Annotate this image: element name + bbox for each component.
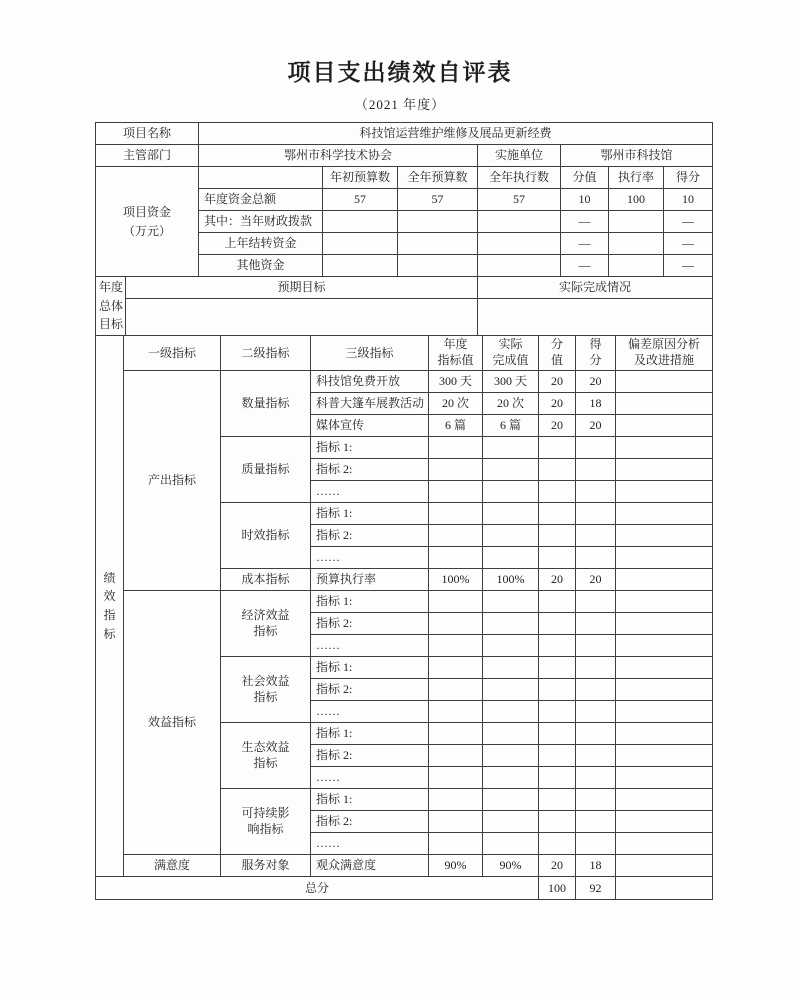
funding-table [95,166,713,277]
level2-social: 社会效益 指标 [221,657,311,723]
total-score: 100 [539,877,576,900]
actual-completion-header: 实际完成情况 [478,277,713,299]
annual-goal-table [95,276,713,336]
level1-benefit: 效益指标 [124,591,221,855]
level2-ecological: 生态效益 指标 [221,723,311,789]
indicator-row: …… [96,767,713,789]
header-level3: 三级指标 [311,336,429,371]
page-title: 项目支出绩效自评表 [287,60,513,85]
header-level1: 一级指标 [124,336,221,371]
level1-satisfaction: 满意度 [124,855,221,877]
total-row [96,877,713,900]
indicator-row: 效益指标 经济效益 指标 指标 1: [96,591,713,613]
indicator-row: 指标 2: [96,679,713,701]
actual-completion-value [478,299,713,336]
cell-empty [199,167,323,189]
indicator-row: 成本指标 预算执行率 100% 100% 20 20 [96,569,713,591]
header-deviation: 偏差原因分析 及改进措施 [616,336,713,371]
indicator-row: …… [96,547,713,569]
level2-quality: 质量指标 [221,437,311,503]
indicator-row: 时效指标 指标 1: [96,503,713,525]
funding-row: 其他资金 — — [96,255,713,277]
indicator-row: 生态效益 指标 指标 1: [96,723,713,745]
funding-label: 项目资金 （万元） [96,167,199,277]
indicator-row: 指标 2: [96,811,713,833]
funding-header-points: 得分 [664,167,713,189]
indicator-row: 科普大篷车展教活动 20 次 20 次 20 18 [96,393,713,415]
annual-goal-label: 年度 总体 目标 [96,277,126,336]
expected-goal-value [126,299,478,336]
indicator-row: 产出指标 数量指标 科技馆免费开放 300 天 300 天 20 20 [96,371,713,393]
funding-row: 年度资金总额 57 57 57 10 100 10 [96,189,713,211]
indicator-row: 指标 2: [96,525,713,547]
indicator-row: 可持续影 响指标 指标 1: [96,789,713,811]
indicator-row: 指标 2: [96,745,713,767]
header-actual-value: 实际 完成值 [483,336,539,371]
indicator-row: 满意度 服务对象 观众满意度 90% 90% 20 18 [96,855,713,877]
indicator-row: …… [96,833,713,855]
funding-header-annual-budget: 全年预算数 [398,167,478,189]
level2-service: 服务对象 [221,855,311,877]
indicator-row: …… [96,701,713,723]
impl-unit-value: 鄂州市科技馆 [561,145,713,167]
project-name-label: 项目名称 [96,123,199,145]
level1-output: 产出指标 [124,371,221,591]
expected-goal-header: 预期目标 [126,277,478,299]
funding-header-score: 分值 [561,167,609,189]
funding-row: 上年结转资金 — — [96,233,713,255]
dept-label: 主管部门 [96,145,199,167]
level2-economic: 经济效益 指标 [221,591,311,657]
header-score: 分 值 [539,336,576,371]
funding-row: 其中：当年财政拨款 — — [96,211,713,233]
total-points: 92 [576,877,616,900]
impl-unit-label: 实施单位 [478,145,561,167]
indicator-row: …… [96,481,713,503]
page-subtitle: （2021 年度） [354,97,446,112]
funding-header-annual-executed: 全年执行数 [478,167,561,189]
dept-value: 鄂州市科学技术协会 [199,145,478,167]
indicators-table [95,335,713,900]
indicator-row: 社会效益 指标 指标 1: [96,657,713,679]
performance-indicators-label: 绩 效 指 标 [96,336,124,877]
level2-time: 时效指标 [221,503,311,569]
indicator-row: 质量指标 指标 1: [96,437,713,459]
level2-quantity: 数量指标 [221,371,311,437]
info-table [95,122,713,167]
funding-header-initial-budget: 年初预算数 [323,167,398,189]
indicator-row: 指标 2: [96,613,713,635]
funding-header-exec-rate: 执行率 [609,167,664,189]
indicator-row: 指标 2: [96,459,713,481]
indicator-row: 媒体宣传 6 篇 6 篇 20 20 [96,415,713,437]
project-name-value: 科技馆运营维护维修及展品更新经费 [199,123,713,145]
level2-sustainable: 可持续影 响指标 [221,789,311,855]
indicator-row: …… [96,635,713,657]
total-label: 总分 [96,877,539,900]
level2-cost: 成本指标 [221,569,311,591]
header-level2: 二级指标 [221,336,311,371]
header-annual-target: 年度 指标值 [429,336,483,371]
total-deviation [616,877,713,900]
header-points: 得 分 [576,336,616,371]
